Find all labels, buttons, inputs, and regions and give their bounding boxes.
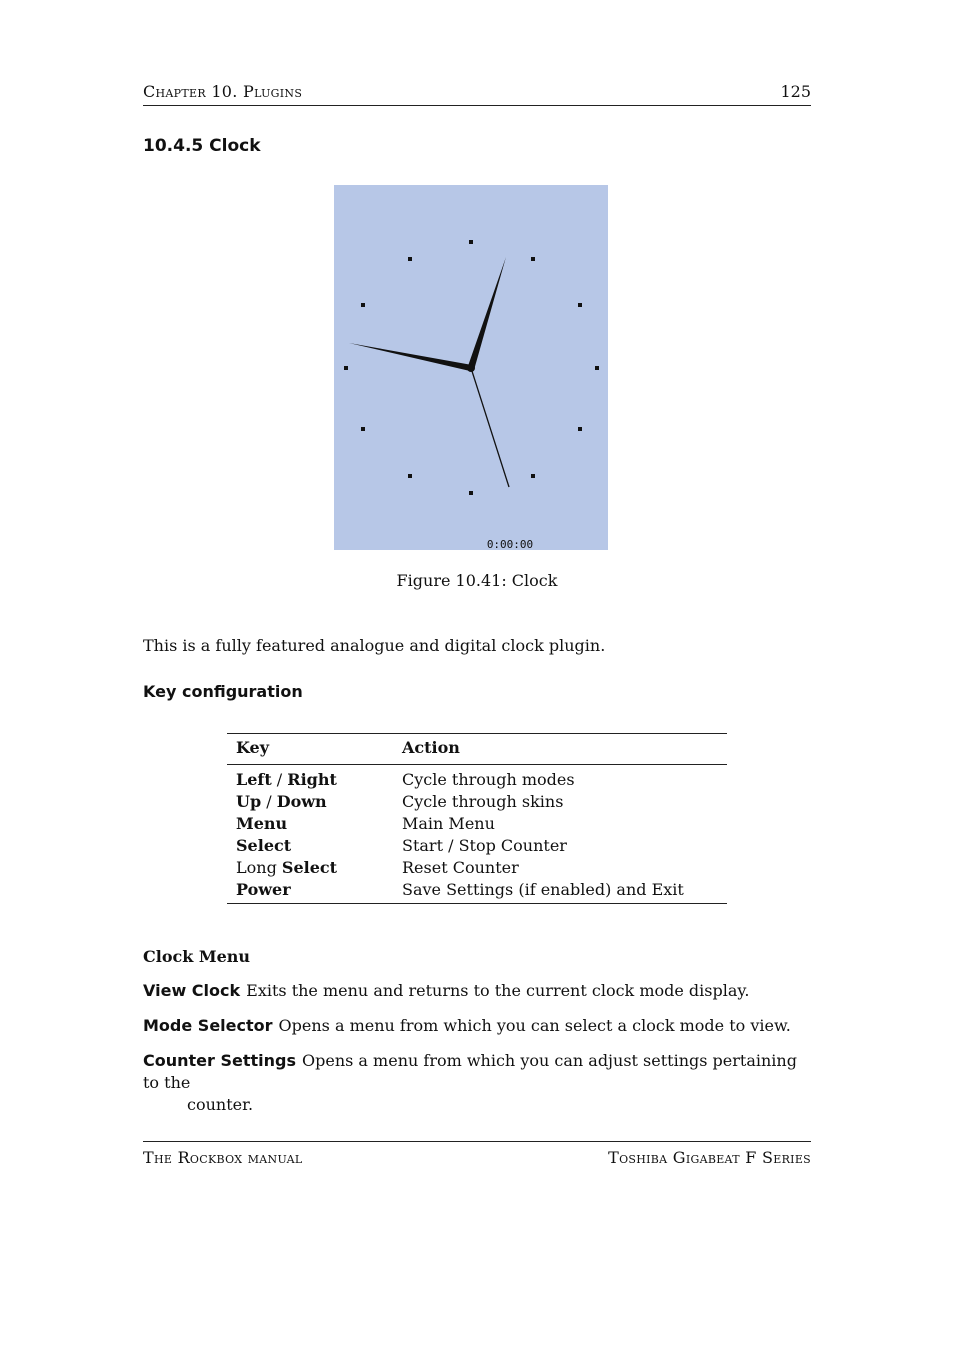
clock-figure — [334, 185, 608, 550]
manual-title: The Rockbox manual — [143, 1148, 303, 1167]
key-cell-part: Power — [236, 880, 291, 899]
hour-marker-4 — [578, 427, 582, 431]
device-series: Toshiba Gigabeat F Series — [608, 1148, 811, 1167]
action-cell: Reset Counter — [402, 858, 519, 877]
action-cell: Main Menu — [402, 814, 495, 833]
menu-item-desc-continuation: counter. — [187, 1095, 254, 1114]
key-cell — [236, 858, 337, 877]
table-row — [227, 836, 727, 858]
hour-marker-6 — [469, 491, 473, 495]
chapter-title: Chapter 10. Plugins — [143, 82, 303, 101]
hour-marker-11 — [408, 257, 412, 261]
menu-item-mode-selector — [143, 1015, 811, 1037]
analog-clock-face — [334, 185, 608, 550]
digital-time: 0:00:00 — [486, 538, 534, 550]
hour-marker-1 — [531, 257, 535, 261]
menu-item-term: Mode Selector — [143, 1016, 273, 1035]
action-cell: Save Settings (if enabled) and Exit — [402, 880, 684, 899]
menu-item-desc: Opens a menu from which you can adjust settings pertaining to the — [143, 1051, 797, 1092]
key-cell-part: Right — [287, 770, 337, 789]
table-header-action: Action — [402, 738, 460, 757]
key-cell-part: / — [261, 792, 277, 811]
table-bottom-rule — [227, 903, 727, 904]
table-row — [227, 814, 727, 836]
table-top-rule — [227, 733, 727, 734]
action-cell: Cycle through skins — [402, 792, 564, 811]
key-cell — [236, 880, 291, 899]
hour-marker-7 — [408, 474, 412, 478]
key-cell-part: Select — [281, 858, 338, 877]
table-row — [227, 770, 727, 792]
key-cell-part: Menu — [236, 814, 288, 833]
hour-marker-5 — [531, 474, 535, 478]
table-row — [227, 880, 727, 902]
action-cell: Start / Stop Counter — [402, 836, 567, 855]
menu-item-view-clock — [143, 980, 811, 1002]
key-cell — [236, 814, 287, 833]
table-row — [227, 792, 727, 814]
second-hand — [471, 368, 509, 487]
key-cell-part: Long — [236, 858, 282, 877]
figure-caption: Figure 10.41: Clock — [396, 571, 558, 590]
hour-marker-9 — [344, 366, 348, 370]
table-header-key: Key — [236, 738, 270, 757]
footer-rule — [143, 1141, 811, 1142]
running-footer — [143, 1148, 811, 1170]
intro-paragraph: This is a fully featured analogue and digital clock plugin. — [143, 636, 606, 655]
running-header — [143, 82, 811, 104]
key-cell — [236, 792, 327, 811]
menu-item-desc: Opens a menu from which you can select a clock mode to view. — [278, 1016, 791, 1035]
key-cell-part: / — [271, 770, 288, 789]
minute-hand — [468, 257, 506, 370]
key-cell-part: Up — [236, 792, 262, 811]
menu-item-term: Counter Settings — [143, 1051, 296, 1070]
hour-marker-10 — [361, 303, 365, 307]
header-rule — [143, 105, 811, 106]
section-heading: 10.4.5 Clock — [143, 136, 261, 156]
table-header-rule — [227, 764, 727, 765]
hour-hand — [349, 343, 472, 371]
key-cell — [236, 836, 291, 855]
table-row — [227, 858, 727, 880]
menu-item-term: View Clock — [143, 981, 241, 1000]
menu-item-desc: Exits the menu and returns to the current clock mode display. — [246, 981, 750, 1000]
hour-marker-12 — [469, 240, 473, 244]
action-cell: Cycle through modes — [402, 770, 575, 789]
key-cell-part: Left — [236, 770, 272, 789]
menu-item-counter-settings — [143, 1050, 811, 1116]
key-cell-part: Select — [236, 836, 292, 855]
clock-center — [467, 364, 475, 372]
key-cell-part: Down — [276, 792, 327, 811]
key-cell — [236, 770, 337, 789]
hour-marker-3 — [595, 366, 599, 370]
hour-marker-8 — [361, 427, 365, 431]
hour-marker-2 — [578, 303, 582, 307]
clock-menu-heading: Clock Menu — [143, 947, 251, 966]
key-configuration-heading: Key configuration — [143, 682, 303, 701]
page-number: 125 — [780, 82, 811, 101]
